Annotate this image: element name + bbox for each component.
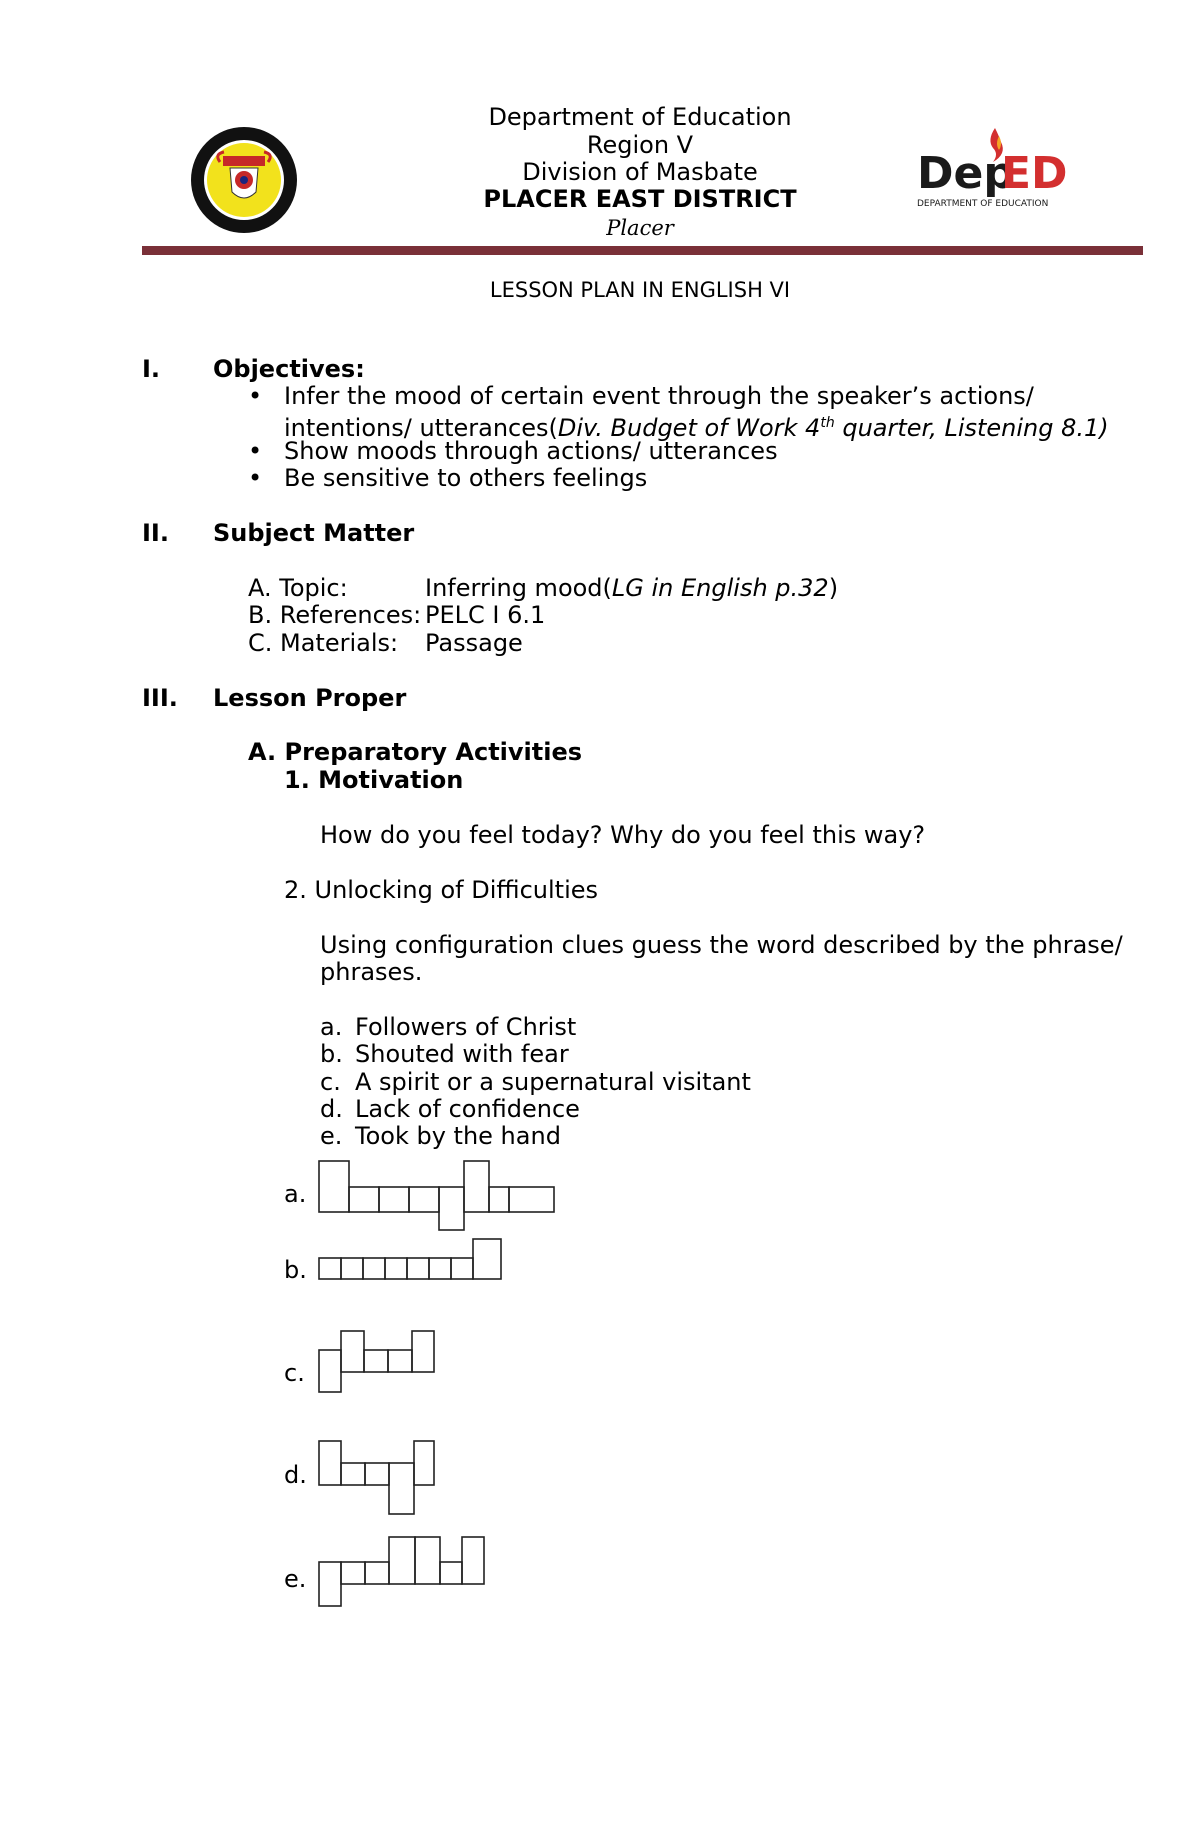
prep-activities-heading: A. Preparatory Activities — [248, 738, 583, 766]
clue-text: A spirit or a supernatural visitant — [355, 1068, 751, 1096]
materials-label: C. Materials: — [248, 629, 399, 657]
subject-numeral: II. — [142, 519, 169, 547]
config-label: e. — [284, 1565, 307, 1593]
references-label: B. References: — [248, 601, 422, 629]
config-label: c. — [284, 1359, 305, 1387]
config-label: d. — [284, 1461, 307, 1489]
clue-letter: d. — [320, 1095, 343, 1123]
page-title: LESSON PLAN IN ENGLISH VI — [489, 278, 791, 302]
config-word-a — [318, 1160, 558, 1232]
objective-3: Be sensitive to others feelings — [284, 464, 648, 492]
header-divider — [142, 246, 1143, 255]
header-department: Department of Education — [488, 103, 792, 131]
topic-value: Inferring mood(LG in English p.32) — [425, 574, 839, 602]
config-word-c — [318, 1330, 448, 1394]
objective-1-line1: Infer the mood of certain event through the speaker’s actions/ — [284, 382, 1034, 410]
instruction-line2: phrases. — [320, 958, 423, 986]
deped-seal-icon — [190, 126, 298, 234]
materials-value: Passage — [425, 629, 523, 657]
header-division: Division of Masbate — [522, 158, 758, 186]
clue-text: Lack of confidence — [355, 1095, 580, 1123]
header-district: PLACER EAST DISTRICT — [483, 185, 797, 213]
config-word-e — [318, 1536, 498, 1608]
config-label: b. — [284, 1256, 307, 1284]
bullet-icon: • — [248, 437, 263, 465]
clue-letter: c. — [320, 1068, 341, 1096]
config-word-b — [318, 1238, 508, 1280]
clue-text: Followers of Christ — [355, 1013, 577, 1041]
unlocking-heading: 2. Unlocking of Difficulties — [284, 876, 599, 904]
clue-letter: b. — [320, 1040, 343, 1068]
clue-text: Took by the hand — [355, 1122, 561, 1150]
instruction-line1: Using configuration clues guess the word described by the phrase/ — [320, 931, 1123, 959]
logo-ed-text: ED — [1001, 148, 1068, 199]
logo-caption: DEPARTMENT OF EDUCATION — [917, 199, 1049, 209]
bullet-icon: • — [248, 382, 263, 410]
logo-dep-text: Dep — [917, 148, 1015, 199]
topic-label: A. Topic: — [248, 574, 348, 602]
bullet-icon: • — [248, 464, 263, 492]
lesson-heading: Lesson Proper — [213, 684, 407, 712]
objective-1-line2: intentions/ utterances(Div. Budget of Work 4th quarter, Listening 8.1) — [284, 414, 1109, 442]
objectives-numeral: I. — [142, 355, 161, 383]
header-town: Placer — [606, 216, 674, 240]
objectives-heading: Objectives: — [213, 355, 365, 383]
clue-text: Shouted with fear — [355, 1040, 569, 1068]
objective-2: Show moods through actions/ utterances — [284, 437, 778, 465]
clue-letter: a. — [320, 1013, 343, 1041]
motivation-heading: 1. Motivation — [284, 766, 464, 794]
config-word-d — [318, 1440, 448, 1516]
motivation-question: How do you feel today? Why do you feel this way? — [320, 821, 926, 849]
subject-heading: Subject Matter — [213, 519, 415, 547]
config-label: a. — [284, 1180, 307, 1208]
references-value: PELC I 6.1 — [425, 601, 546, 629]
clue-letter: e. — [320, 1122, 343, 1150]
header-region: Region V — [586, 131, 694, 159]
lesson-numeral: III. — [142, 684, 178, 712]
